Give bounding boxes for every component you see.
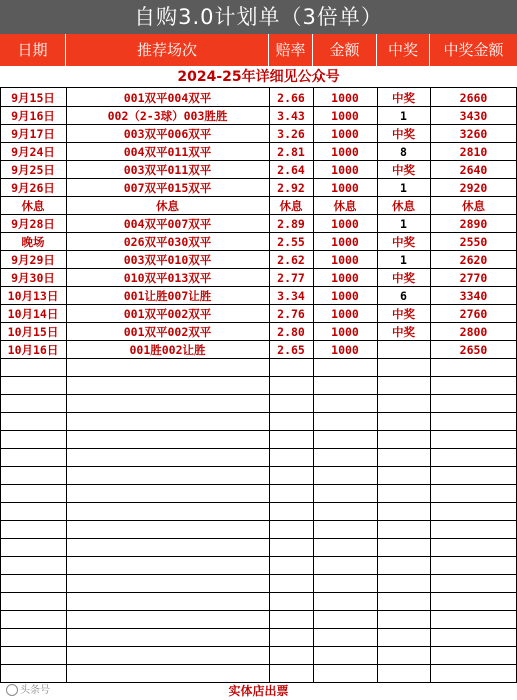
cell-amount: 1000 [331, 253, 359, 267]
cell-win: 中奖 [392, 235, 415, 249]
subtitle-banner: 2024-25年详细见公众号 [0, 66, 517, 88]
row-divider [0, 574, 517, 575]
row-divider [0, 394, 517, 395]
cell-odds: 2.77 [277, 271, 305, 285]
cell-date: 9月25日 [11, 163, 55, 177]
cell-win: 8 [400, 145, 407, 159]
cell-odds: 2.89 [277, 217, 305, 231]
cell-amount: 1000 [331, 145, 359, 159]
cell-odds: 2.76 [277, 307, 305, 321]
cell-odds: 3.26 [277, 127, 305, 141]
row-divider [0, 520, 517, 521]
header-prize: 中奖金额 [430, 34, 517, 66]
cell-amount: 1000 [331, 271, 359, 285]
cell-match: 001双平002双平 [123, 325, 212, 339]
cell-match: 002（2-3球）003胜胜 [107, 109, 228, 123]
cell-win: 中奖 [392, 163, 415, 177]
header-match: 推荐场次 [66, 34, 269, 66]
header-amount: 金额 [313, 34, 377, 66]
cell-prize: 3260 [459, 127, 488, 141]
cell-amount: 1000 [331, 343, 359, 357]
cell-win: 休息 [392, 199, 415, 213]
cell-odds: 2.64 [277, 163, 305, 177]
cell-win: 1 [400, 253, 407, 267]
cell-match: 004双平011双平 [123, 145, 212, 159]
cell-prize: 2760 [459, 307, 488, 321]
cell-odds: 3.34 [277, 289, 305, 303]
cell-amount: 1000 [331, 127, 359, 141]
row-divider [0, 448, 517, 449]
row-divider [0, 592, 517, 593]
cell-date: 9月16日 [11, 109, 55, 123]
cell-win: 中奖 [392, 271, 415, 285]
cell-prize: 3430 [459, 109, 488, 123]
cell-win: 1 [400, 181, 407, 195]
cell-amount: 休息 [333, 199, 357, 213]
row-divider [0, 556, 517, 557]
cell-amount: 1000 [331, 307, 359, 321]
cell-date: 9月17日 [11, 127, 55, 141]
cell-date: 10月13日 [7, 289, 59, 303]
cell-date: 10月16日 [7, 343, 59, 357]
cell-match: 003双平011双平 [123, 163, 212, 177]
cell-amount: 1000 [331, 163, 359, 177]
cell-date: 9月29日 [11, 253, 55, 267]
row-divider [0, 628, 517, 629]
cell-win: 1 [400, 217, 407, 231]
cell-odds: 3.43 [277, 109, 305, 123]
cell-prize: 3340 [459, 289, 488, 303]
cell-date: 9月24日 [11, 145, 55, 159]
cell-match: 003双平006双平 [123, 127, 212, 141]
cell-match: 026双平030双平 [123, 235, 212, 249]
cell-amount: 1000 [331, 109, 359, 123]
cell-amount: 1000 [331, 181, 359, 195]
cell-date: 9月30日 [11, 271, 55, 285]
cell-odds: 2.66 [277, 91, 305, 105]
cell-match: 001让胜007让胜 [123, 289, 212, 303]
cell-match: 010双平013双平 [123, 271, 212, 285]
cell-date: 晚场 [21, 235, 45, 249]
cell-match: 休息 [156, 199, 179, 213]
cell-win: 中奖 [392, 325, 415, 339]
cell-win: 中奖 [392, 307, 415, 321]
cell-prize: 2650 [459, 343, 488, 357]
row-divider [0, 376, 517, 377]
row-divider [0, 466, 517, 467]
row-divider [0, 682, 517, 683]
cell-win: 1 [400, 109, 407, 123]
row-divider [0, 412, 517, 413]
cell-prize: 休息 [462, 199, 485, 213]
cell-odds: 2.65 [277, 343, 305, 357]
row-divider [0, 484, 517, 485]
cell-odds: 2.92 [277, 181, 305, 195]
cell-win: 中奖 [392, 91, 415, 105]
header-date: 日期 [0, 34, 66, 66]
cell-prize: 2640 [459, 163, 488, 177]
cell-date: 9月15日 [11, 91, 55, 105]
cell-match: 003双平010双平 [123, 253, 212, 267]
header-win: 中奖 [377, 34, 430, 66]
cell-date: 9月26日 [11, 181, 55, 195]
cell-odds: 2.62 [277, 253, 305, 267]
cell-match: 007双平015双平 [123, 181, 212, 195]
cell-amount: 1000 [331, 325, 359, 339]
row-divider [0, 502, 517, 503]
cell-amount: 1000 [331, 289, 359, 303]
cell-prize: 2920 [459, 181, 488, 195]
cell-odds: 休息 [279, 199, 303, 213]
cell-date: 休息 [21, 199, 45, 213]
cell-prize: 2770 [459, 271, 488, 285]
footer-note: 实体店出票 [228, 684, 289, 698]
cell-amount: 1000 [331, 91, 359, 105]
header-odds: 赔率 [269, 34, 313, 66]
cell-odds: 2.81 [277, 145, 305, 159]
cell-match: 001双平004双平 [123, 91, 212, 105]
cell-amount: 1000 [331, 217, 359, 231]
cell-prize: 2620 [459, 253, 488, 267]
watermark-text: 头条号 [20, 685, 50, 696]
row-divider [0, 610, 517, 611]
cell-prize: 2800 [459, 325, 488, 339]
cell-match: 001胜002让胜 [129, 343, 206, 357]
cell-win: 中奖 [392, 127, 415, 141]
cell-odds: 2.55 [277, 235, 305, 249]
cell-win [377, 341, 430, 359]
cell-date: 9月28日 [11, 217, 55, 231]
cell-win: 6 [400, 289, 407, 303]
cell-prize: 2550 [459, 235, 488, 249]
row-divider [0, 664, 517, 665]
cell-match: 001双平002双平 [123, 307, 212, 321]
cell-prize: 2660 [459, 91, 488, 105]
row-divider [0, 430, 517, 431]
cell-match: 004双平007双平 [123, 217, 212, 231]
cell-prize: 2810 [459, 145, 488, 159]
cell-date: 10月14日 [7, 307, 59, 321]
cell-odds: 2.80 [277, 325, 305, 339]
cell-amount: 1000 [331, 235, 359, 249]
cell-date: 10月15日 [7, 325, 59, 339]
cell-prize: 2890 [459, 217, 488, 231]
row-divider [0, 538, 517, 539]
sheet-title: 自购3.0计划单（3倍单） [0, 0, 517, 34]
row-divider [0, 646, 517, 647]
